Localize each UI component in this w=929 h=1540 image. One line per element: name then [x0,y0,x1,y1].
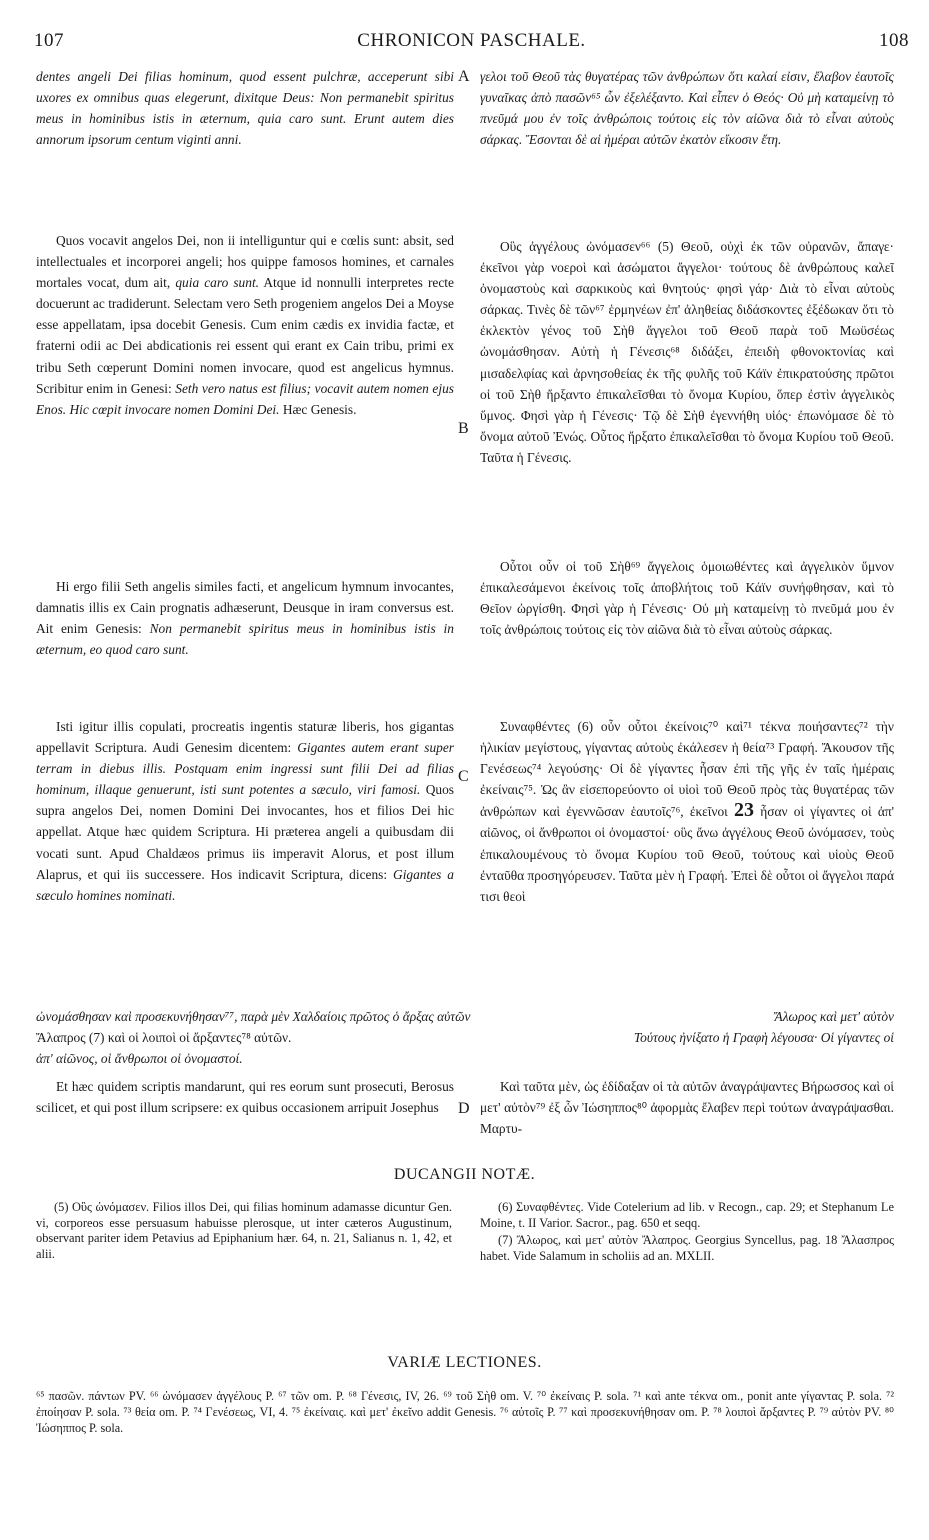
full-line-3: ἀπ' αἰῶνος, οἱ ἄνθρωποι οἱ ὀνομαστοί. [36,1051,243,1067]
greek-paragraph-1: γελοι τοῦ Θεοῦ τὰς θυγατέρας τῶν ἀνθρώπων ὅτι καλαί εἰσιν, ἔλαβον ἑαυτοῖς γυναῖκας ἀπὸ πασῶν⁶⁵ ὧν ἐξελέξαντο. Καὶ εἶπεν ὁ Θεός· Οὐ μὴ καταμείνῃ τὸ πνεῦμά μου ἐν τοῖς ἀνθρώποις τούτοις εἰς τὸν αἰῶνα διὰ τὸ εἶναι αὐτοὺς σάρκας. Ἔσονται δὲ αἱ ἡμέραι αὐτῶν ἑκατὸν εἴκοσιν ἔτη. [480,69,894,148]
margin-letter-c: C [458,768,469,785]
latin-paragraph-2 [36,230,454,420]
latin-quote: Non permanebit spiritus meus in hominibus istis in æternum, eo quod caro sunt. [36,621,454,658]
latin-quote: Gigantes autem erant super terram in diebus illis. Postquam enim ingressi sunt filii Dei ad filias hominum, illaque genuerunt, isti sunt potentes a sæculo, viri famosi. [36,740,454,798]
notes-right [480,1200,894,1266]
running-header [34,30,909,58]
latin-column-3 [36,576,454,660]
variae-text: ⁶⁵ πασῶν. πάντων PV. ⁶⁶ ὠνόμασεν ἀγγέλους P. ⁶⁷ τῶν om. P. ⁶⁸ Γένεσις, IV, 26. ⁶⁹ τοῦ Σὴθ om. V. ⁷⁰ ἐκείναις P. sola. ⁷¹ καὶ ante τέκνα om., ponit ante γίγαντας P. sola. ⁷² ἐποίησαν P. sola. ⁷³ θεία om. P. ⁷⁴ Γενέσεως, VI, 4. ⁷⁵ ἐκείναις. καὶ μετ' ἐκεῖνο addit Genesis. ⁷⁶ αὐτοῖς P. ⁷⁷ καὶ προσεκυνήθησαν om. P. ⁷⁸ λοιποὶ ἄρξαντες P. ⁷⁹ αὐτὸν PV. ⁸⁰ Ἰώσηππος P. sola. [36,1389,894,1435]
note-6: (6) Συναφθέντες. Vide Cotelerium ad lib. v Recogn., cap. 29; et Stephanum Le Moine, t. II Varior. Sacror., pag. 650 et seqq. [480,1200,894,1230]
margin-letter-d: D [458,1100,470,1117]
full-width-block [36,1006,894,1069]
latin-column [36,66,454,150]
margin-letter-a: A [458,68,470,85]
full-line-1-left: ὠνομάσθησαν καὶ προσεκυνήθησαν⁷⁷, παρὰ μὲν Χαλδαίοις πρῶτος ὁ ἄρξας αὐτῶν [36,1009,471,1024]
full-line-2-right: Τούτους ἠνίξατο ἡ Γραφὴ λέγουσα· Οἱ γίγαντες οἱ [633,1030,894,1046]
margin-letter-b: B [458,420,469,437]
greek-paragraph-5: Καὶ ταῦτα μὲν, ὡς ἐδίδαξαν οἱ τὰ αὐτῶν ἀναγράψαντες Βήρωσσος καὶ οἱ μετ' αὐτὸν⁷⁹ ἐξ ὧν Ἰώσηππος⁸⁰ ἀφορμὰς ἔλαβεν περὶ τούτων ἀναγράψασθαι. Μαρτυ- [480,1079,894,1137]
greek-paragraph-4 [480,716,894,907]
greek-text: Συναφθέντες (6) οὖν οὗτοι ἐκείνοις⁷⁰ καὶ⁷¹ τέκνα ποιήσαντες⁷² τὴν ἡλικίαν μεγίστους, γίγαντας αὐτοὺς ἐκάλεσεν ἡ θεία⁷³ Γραφή. Ἄκουσον τῆς Γενέσεως⁷⁴ λεγούσης· Οἱ δὲ γίγαντες ἦσαν ἐπὶ τῆς γῆς ἐν ταῖς ἡμέραις ἐκείναις⁷⁵. Ὡς ἂν εἰσεπορεύοντο οἱ υἱοὶ τοῦ Θεοῦ πρὸς τὰς θυγατέρας τῶν ἀνθρώπων καὶ ἐγεννῶσαν ἑαυτοῖς⁷⁶, ἐκεῖνοι [480,719,894,820]
greek-column-5 [480,1076,894,1139]
latin-text: Isti igitur illis copulati, procreatis ingentis staturæ liberis, hos gigantas appellavit Scriptura. Audi Genesim dicentem: [36,719,454,756]
latin-paragraph-5: Et hæc quidem scriptis mandarunt, qui res eorum sunt prosecuti, Berosus scilicet, et qui post illum scripsere: ex quibus occasionem arripuit Josephus [36,1079,454,1116]
notes-left [36,1200,452,1264]
greek-paragraph-2: Οὓς ἀγγέλους ὠνόμασεν⁶⁶ (5) Θεοῦ, οὐχὶ ἐκ τῶν οὐρανῶν, ἄπαγε· ἐκεῖνοι γὰρ νοεροὶ καὶ ἀσώματοι ἄγγελοι· τούτους δὲ ἀνθρώπους καλεῖ ὀνομαστοὺς καὶ σαρκικοὺς καὶ θνητούς· φησὶ γάρ· Διὰ τὸ εἶναι αὐτοὺς σάρκας. Τινὲς δὲ τῶν⁶⁷ ἑρμηνέων ἐπ' ἀληθείας διδάσκοντες ἐξέδωκαν ὅτι τὸ ἐκλεκτὸν γένος τοῦ Σὴθ ἄγγελοι τοῦ Θεοῦ παρὰ τοῦ Μωϋσέως ὠνομάσθησαν. Αὐτὴ ἡ Γένεσις⁶⁸ διδάξει, ἐπειδὴ φθονοκτονίας καὶ μισαδελφίας καὶ ἀρνησοθείας ἐκ τῆς φυλῆς τοῦ Κάϊν ἐπικρατούσης πρῶτοι οἱ τοῦ Σὴθ ἤρξαντο ἐπικαλεῖσθαι τὸ ὄνομα Κυρίου, ὅπερ ἐστὶν ἀγγελικὸς ὕμνος. Φησὶ γὰρ ἡ Γένεσις· Τῷ δὲ Σὴθ ἐγεννήθη υἱός· ἐπωνόμασε δὲ τὸ ὄνομα αὐτοῦ Ἐνώς. Οὗτος ἤρξατο ἐπικαλεῖσθαι τὸ ὄνομα Κυρίου τοῦ Θεοῦ. Ταῦτα ἡ Γένεσις. [480,239,894,465]
latin-text: Quos vocavit angelos Dei, non ii intelliguntur qui e cœlis sunt: absit, sed intellectuales et incorporei angeli; hos quippe famosos homines, et carnales mortales vocat, dum ait, [36,233,454,291]
latin-text: Atque id nonnulli interpretes recte docuerunt ac tradiderunt. Selectam vero Seth progeniem angelos Dei a Moyse esse appellatam, ipsa docebit Genesis. Cum enim cædis ex invidia factæ, et fraterni odii ac Dei abdicationis rei essent qui erant ex Cain tribu, primi ex tribu Seth cœperunt Domini nomen invocare, quod est angelicus hymnus. Scribitur enim in Genesi: [36,275,454,396]
latin-text: Quos supra angelos Dei, nomen Domini Dei invocantes, hos et filios Dei hic appellat. Atque hæc quidem Scriptura. Hi præterea angeli a quibusdam dii vocati sunt. Apud Chaldæos primus iis imperavit Alorus, et post illum Alaprus, et qui iis successere. Hos indicavit Scriptura, dicens: [36,782,454,882]
latin-column-2 [36,230,454,420]
latin-paragraph-4 [36,716,454,906]
latin-text: Hæc Genesis. [282,401,357,417]
latin-quote: Gigantes a sæculo homines nominati. [36,866,454,903]
greek-column [480,66,894,150]
latin-paragraph-1: dentes angeli Dei filias hominum, quod essent pulchræ, acceperunt sibi uxores ex omnibus quas elegerunt, dixitque Deus: Non permanebit spiritus meus in hominibus istis in æternum, quia caro sunt. Erunt autem dies annorum ipsorum centum viginti anni. [36,69,454,148]
greek-column-4 [480,716,894,907]
variae-title: VARIÆ LECTIONES. [387,1354,542,1371]
greek-column-2 [480,236,894,468]
latin-column-4 [36,716,454,906]
greek-column-3 [480,556,894,640]
right-page-number: 108 [879,30,909,51]
greek-paragraph-3: Οὗτοι οὖν οἱ τοῦ Σὴθ⁶⁹ ἄγγελοις ὁμοιωθέντες καὶ ἀγγελικὸν ὕμνον ἐπικαλεσάμενοι ἐκείνοις τοῖς ἀποβλήτοις τοῦ Κάϊν συνήφθησαν, καὶ τὸ Θεῖον ὠργίσθη. Φησὶ γὰρ ἡ Γένεσις· Οὐ μὴ καταμείνῃ τὸ πνεῦμά μου ἐν τοῖς ἀνθρώποις τούτοις εἰς τὸν αἰῶνα διὰ τὸ εἶναι αὐτοὺς σάρκας. [480,559,894,638]
latin-text: Hi ergo filii Seth angelis similes facti, et angelicum hymnum invocantes, damnatis illis ex Cain prognatis adhæserunt, Deusque in iram conversus est. Ait enim Genesis: [36,579,454,637]
latin-quote: Seth vero natus est filius; vocavit autem nomen ejus Enos. Hic cœpit invocare nomen Domini Dei. [36,380,454,417]
full-line-1 [36,1006,894,1027]
latin-quote: quia caro sunt. [175,275,260,291]
latin-column-5 [36,1076,454,1118]
section-number: 23 [734,799,754,822]
full-line-1-right: Ἄλωρος καὶ μετ' αὐτὸν [774,1009,894,1024]
full-line-2-left: Ἄλαπρος (7) καὶ οἱ λοιποὶ οἱ ἄρξαντες⁷⁸ αὐτῶν. [36,1030,292,1046]
notes-title: DUCANGII NOTÆ. [393,1166,536,1183]
latin-paragraph-3 [36,576,454,660]
left-page-number: 107 [34,30,64,51]
greek-text: ἦσαν οἱ γίγαντες οἱ ἀπ' αἰῶνος, οἱ ἄνθρωποι οἱ ὀνομαστοί· οὓς ἄνω ἀγγέλους Θεοῦ ὠνόμασεν, τοὺς ἐπικαλουμένους τὸ ὄνομα Κυρίου τοῦ Θεοῦ, τούτους καὶ υἱοὺς Θεοῦ ἐνταῦθα προσηγόρευσεν. Ταῦτα μὲν ἡ Γραφή. Ἐπεὶ δὲ οὗτοι οἱ ἄγγελοι παρά τισι θεοὶ [480,804,895,904]
full-line-2 [36,1027,894,1048]
note-7: (7) Ἄλωρος, καὶ μετ' αὐτὸν Ἄλαπρος. Georgius Syncellus, pag. 18 Ἄλασπρος habet. Vide Salamum in scholiis ad an. MXLII. [480,1233,894,1263]
running-title: CHRONICON PASCHALE. [357,30,586,51]
note-5: (5) Οὓς ὠνόμασεν. Filios illos Dei, qui filias hominum adamasse dicuntur Gen. vi, corporeos esse persuasum habuisse plerosque, ut inter cæteros Augustinum, observant pariter idem Petavius ad Epiphanium hær. 64, n. 21, Salianus n. 1, 42, et alii. [36,1200,452,1261]
